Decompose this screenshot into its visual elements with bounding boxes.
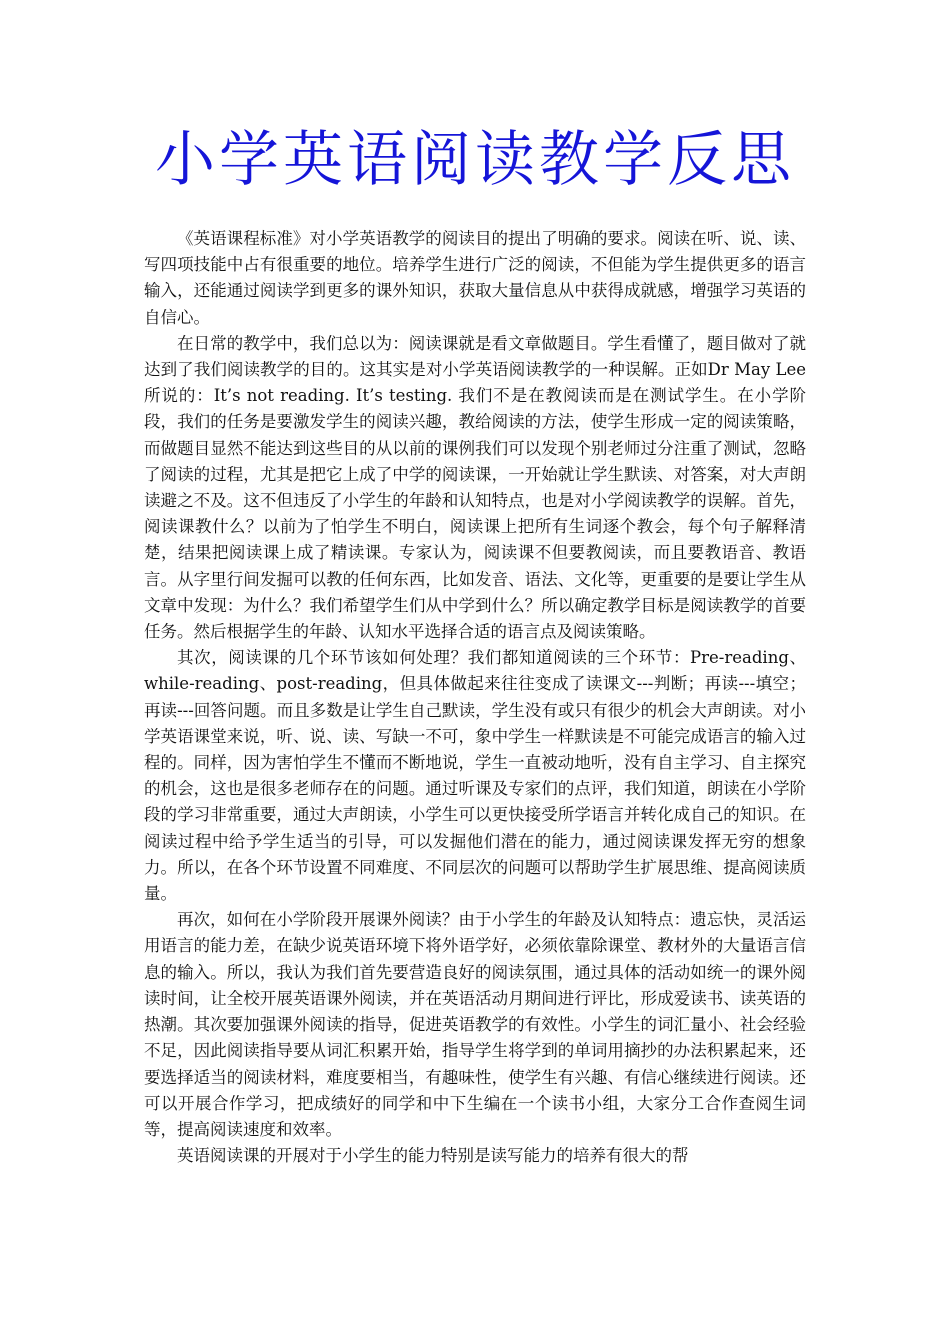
paragraph-1: 《英语课程标准》对小学英语教学的阅读目的提出了明确的要求。阅读在听、说、读、写四项技能中占有很重要的地位。培养学生进行广泛的阅读，不但能为学生提供更多的语言输入，还能通过阅读学到更多的课外知识，获取大量信息从中获得成就感，增强学习英语的自信心。 bbox=[144, 229, 806, 327]
paragraph-3: 其次，阅读课的几个环节该如何处理？我们都知道阅读的三个环节：Pre-reading、while-reading、post-reading，但具体做起来往往变成了读课文---判断；再读---填空；再读---回答问题。而且多数是让学生自己默读，学生没有或只有很少的机会大声朗读。对小学英语课堂来说，听、说、读、写缺一不可，象中学生一样默读是不可能完成语言的输入过程的。同样，因为害怕学生不懂而不断地说，学生一直被动地听，没有自主学习、自主探究的机会，这也是很多老师存在的问题。通过听课及专家们的点评，我们知道，朗读在小学阶段的学习非常重要，通过大声朗读，小学生可以更快接受所学语言并转化成自己的知识。在阅读过程中给予学生适当的引导，可以发掘他们潜在的能力，通过阅读课发挥无穷的想象力。所以，在各个环节设置不同难度、不同层次的问题可以帮助学生扩展思维、提高阅读质量。 bbox=[144, 648, 806, 904]
paragraph-5: 英语阅读课的开展对于小学生的能力特别是读写能力的培养有很大的帮 bbox=[177, 1146, 689, 1166]
document-title: 小学英语阅读教学反思 bbox=[155, 125, 795, 195]
paragraph-4: 再次，如何在小学阶段开展课外阅读？由于小学生的年龄及认知特点：遗忘快，灵活运用语言的能力差，在缺少说英语环境下将外语学好，必须依靠除课堂、教材外的大量语言信息的输入。所以，我认为我们首先要营造良好的阅读氛围，通过具体的活动如统一的课外阅读时间，让全校开展英语课外阅读，并在英语活动月期间进行评比，形成爱读书、读英语的热潮。其次要加强课外阅读的指导，促进英语教学的有效性。小学生的词汇量小、社会经验不足，因此阅读指导要从词汇积累开始，指导学生将学到的单词用摘抄的办法积累起来，还要选择适当的阅读材料，难度要相当，有趣味性，使学生有兴趣、有信心继续进行阅读。还可以开展合作学习，把成绩好的同学和中下生编在一个读书小组，大家分工合作查阅生词等，提高阅读速度和效率。 bbox=[144, 910, 806, 1139]
document-body bbox=[144, 226, 806, 1169]
paragraph-2: 在日常的教学中，我们总以为：阅读课就是看文章做题目。学生看懂了，题目做对了就达到了我们阅读教学的目的。这其实是对小学英语阅读教学的一种误解。正如Dr May Lee所说的：It’s not reading. It’s testing. 我们不是在教阅读而是在测试学生。在小学阶段，我们的任务是要激发学生的阅读兴趣，教给阅读的方法，使学生形成一定的阅读策略，而做题目显然不能达到这些目的从以前的课例我们可以发现个别老师过分注重了测试，忽略了阅读的过程，尤其是把它上成了中学的阅读课，一开始就让学生默读、对答案，对大声朗读避之不及。这不但违反了小学生的年龄和认知特点，也是对小学阅读教学的误解。首先，阅读课教什么？以前为了怕学生不明白，阅读课上把所有生词逐个教会，每个句子解释清楚，结果把阅读课上成了精读课。专家认为，阅读课不但要教阅读，而且要教语音、教语言。从字里行间发掘可以教的任何东西，比如发音、语法、文化等，更重要的是要让学生从文章中发现：为什么？我们希望学生们从中学到什么？所以确定教学目标是阅读教学的首要任务。然后根据学生的年龄、认知水平选择合适的语言点及阅读策略。 bbox=[144, 333, 806, 642]
